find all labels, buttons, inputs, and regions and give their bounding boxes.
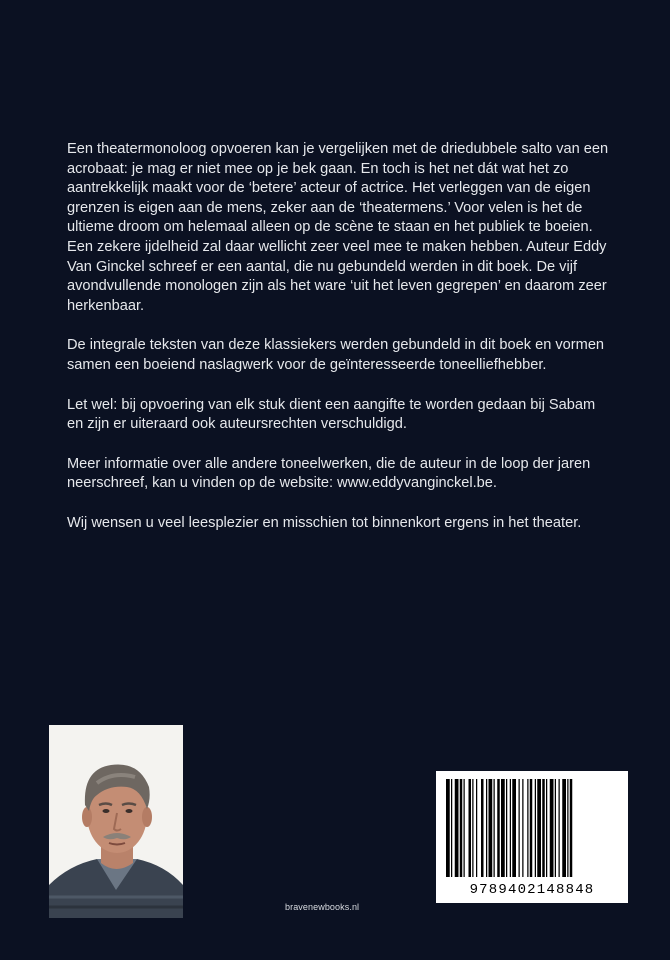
barcode-bar: [486, 779, 487, 877]
barcode-bar: [476, 779, 477, 877]
barcode-bar: [510, 779, 511, 877]
barcode-bar: [527, 779, 528, 877]
barcode-bar: [494, 779, 495, 877]
barcode-bar: [522, 779, 523, 877]
barcode-bar: [519, 779, 520, 877]
blurb-paragraph-1: Een theatermonoloog opvoeren kan je vergelijken met de driedubbele salto van een acrobaat: je mag er niet mee op je bek gaan. En toch is het net dát wat het zo aantrekkelijk maakt voor de ‘betere’ acteur of actrice. Het verleggen van de eigen grenzen is eigen aan de mens, zeker aan de ‘theatermens.’ Voor velen is het de ultieme droom om helemaal alleen op de scène te staan en het publiek te boeien. Een zekere ijdelheid zal daar wellicht zeer veel mee te maken hebben. Auteur Eddy Van Ginckel schreef er een aantal, die nu gebundeld werden in dit boek. De vijf avondvullende monologen zijn als het ware ‘uit het leven gegrepen’ en daarom zeer herkenbaar.: [67, 141, 609, 314]
publisher-url: bravenewbooks.nl: [285, 902, 360, 912]
barcode-bar: [559, 779, 560, 877]
isbn-number: 9789402148848: [469, 882, 595, 898]
barcode-bar: [472, 779, 473, 877]
barcode-bar: [546, 779, 547, 877]
barcode-bar: [506, 779, 507, 877]
blurb-paragraph-4: Meer informatie over alle andere toneelwerken, die de auteur in de loop der jaren neerschreef, kan u vinden op de website: www.eddyvanginckel.be.: [67, 455, 591, 492]
author-photo: [49, 725, 183, 918]
barcode-bar: [489, 779, 493, 877]
barcode-bar: [464, 779, 465, 877]
barcode-bar: [501, 779, 505, 877]
barcode-bar: [570, 779, 573, 877]
barcode-bar: [535, 779, 536, 877]
barcode-bar: [451, 779, 452, 877]
barcode-bar: [446, 779, 450, 877]
barcode-bar: [555, 779, 556, 877]
barcode-bar: [567, 779, 568, 877]
barcode-bar: [512, 779, 516, 877]
blurb-paragraph-5: Wij wensen u veel leesplezier en misschien tot binnenkort ergens in het theater.: [67, 514, 582, 531]
barcode-bar: [460, 779, 463, 877]
barcode-bar: [497, 779, 500, 877]
barcode-bar: [530, 779, 533, 877]
barcode-bar: [469, 779, 472, 877]
blurb-text: [67, 140, 612, 554]
barcode-bar: [562, 779, 566, 877]
barcode-bar: [481, 779, 484, 877]
isbn-barcode: [436, 771, 628, 903]
barcode-bar: [537, 779, 541, 877]
barcode-bars: [446, 779, 572, 877]
blurb-paragraph-2: De integrale teksten van deze klassiekers werden gebundeld in dit boek en vormen samen een boeiend naslagwerk voor de geïnteresseerde toneelliefhebber.: [67, 337, 605, 373]
barcode-icon: [436, 771, 628, 903]
blurb-paragraph-3: Let wel: bij opvoering van elk stuk dient een aangifte te worden gedaan bij Sabam en zijn er uiteraard ook auteursrechten verschuldigd.: [67, 396, 596, 433]
barcode-bar: [550, 779, 554, 877]
barcode-bar: [455, 779, 459, 877]
author-portrait-icon: [49, 725, 183, 918]
barcode-bar: [542, 779, 545, 877]
